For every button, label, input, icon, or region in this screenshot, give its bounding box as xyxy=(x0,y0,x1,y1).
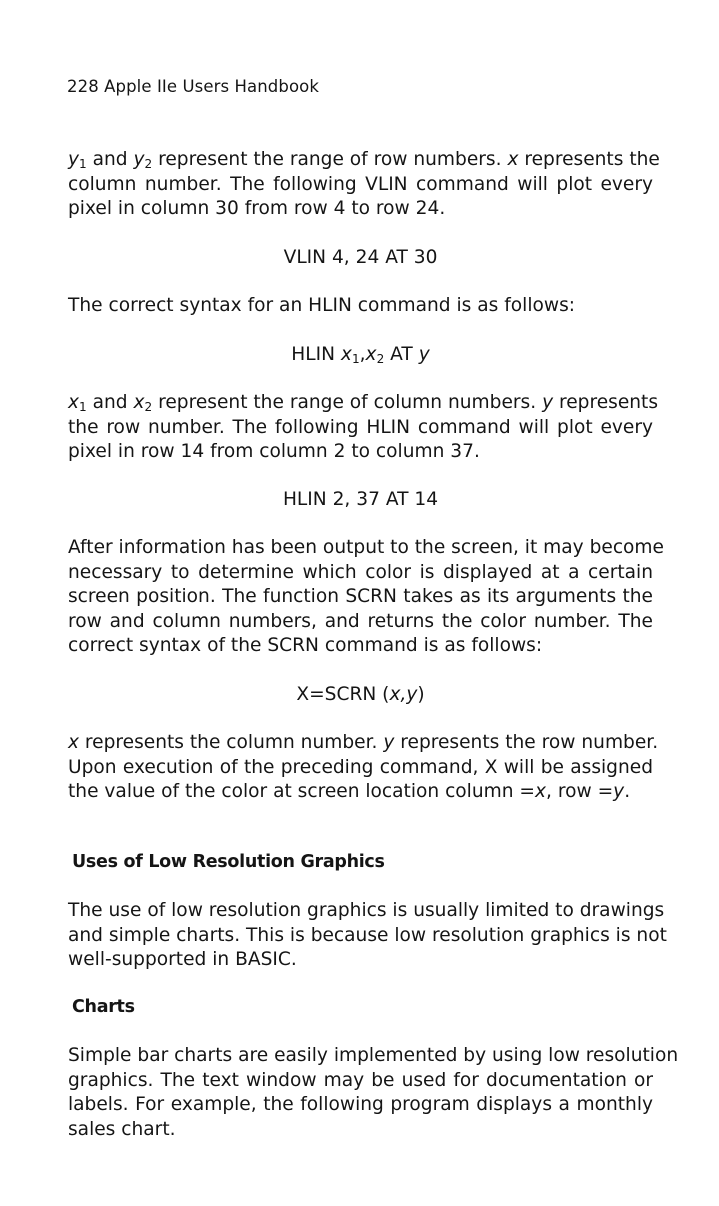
paragraph-hlin-explanation: $x_1$ and $x_2$ represent the range of column numbers. y represents the row number. The following HLIN command will plot every pixel in row 14 from column 2 to column 37. xyxy=(68,392,659,462)
paragraph-charts: Simple bar charts are easily implemented by using low resolution graphics. The text window may be used for documentation or labels. For example, the following program displays a monthly sales chart. xyxy=(68,1045,679,1140)
paragraph-scrn-intro: After information has been output to the screen, it may become necessary to determine which color is displayed at a certain screen position. The function SCRN takes as its arguments the row and column numbers, and returns the color number. The correct syntax of the SCRN command is as follows: xyxy=(68,537,664,656)
vlin-example: VLIN 4, 24 AT 30 xyxy=(283,247,438,268)
paragraph-low-res-uses: The use of low resolution graphics is usually limited to drawings and simple charts. This is because low resolution graphics is not well-supported in BASIC. xyxy=(68,900,667,970)
paragraph-vlin-explanation: $y_1$ and $y_2$ represent the range of row numbers. x represents the column number. The following VLIN command will plot every pixel in column 30 from row 4 to row 24. xyxy=(68,149,660,219)
hlin-syntax: HLIN $x_1,x_2$ AT y xyxy=(291,344,430,367)
section-heading-low-res-uses: Uses of Low Resolution Graphics xyxy=(72,852,385,872)
running-header: 228 Apple IIe Users Handbook xyxy=(67,77,319,96)
paragraph-hlin-intro: The correct syntax for an HLIN command is as follows: xyxy=(68,295,576,316)
paragraph-scrn-explanation: x represents the column number. y represents the row number. Upon execution of the preceding command, X will be assigned the value of the color at screen location column =x, row =y. xyxy=(68,732,659,802)
hlin-example: HLIN 2, 37 AT 14 xyxy=(282,489,439,510)
section-heading-charts: Charts xyxy=(72,997,135,1017)
scrn-syntax: X=SCRN (x,y) xyxy=(296,684,425,705)
